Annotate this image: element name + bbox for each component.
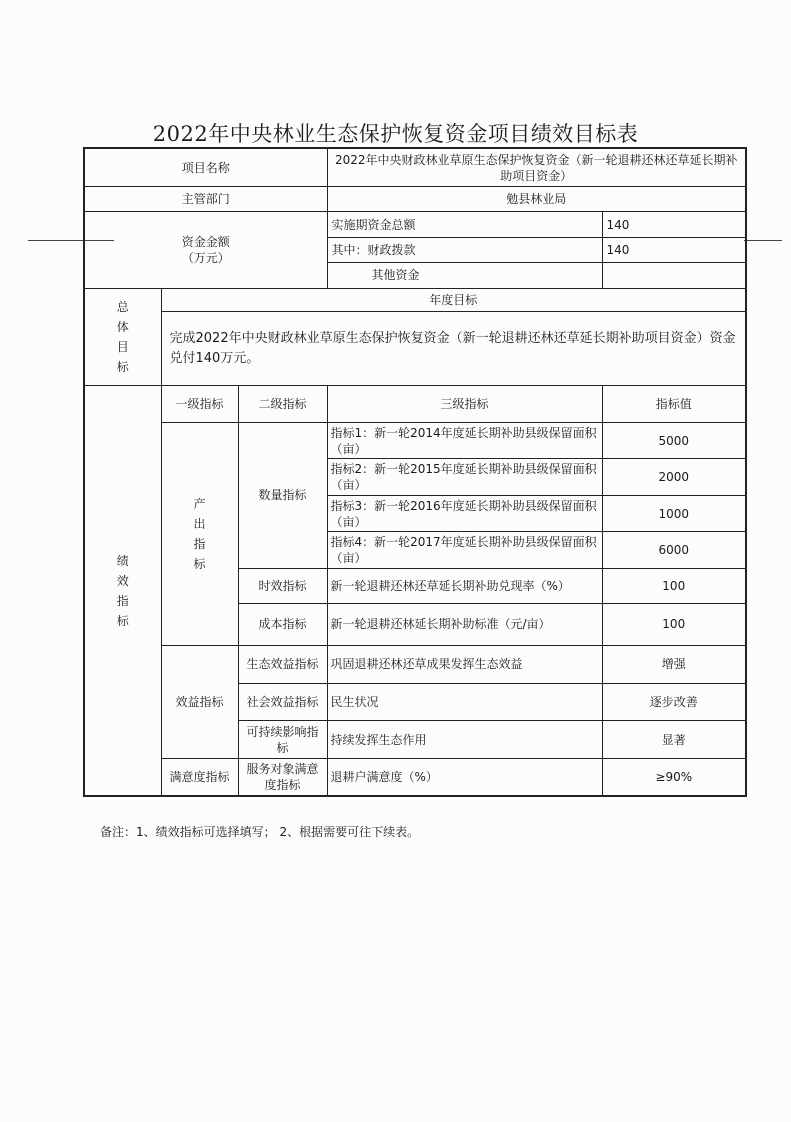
- quantity-row-text: 指标3：新一轮2016年度延长期补助县级保留面积（亩）: [327, 495, 602, 532]
- overall-label-char: 总: [116, 299, 129, 314]
- overall-target-label: [84, 288, 161, 386]
- quantity-indicator-label: 数量指标: [238, 422, 327, 568]
- header-value: 指标值: [602, 386, 746, 423]
- project-name-value: 2022年中央财政林业草原生态保护恢复资金（新一轮退耕还林还草延长期补助项目资金）: [327, 148, 746, 187]
- cost-indicator-label: 成本指标: [238, 603, 327, 646]
- overall-label-char: 目: [116, 339, 129, 354]
- dept-label: 主管部门: [84, 187, 327, 212]
- page-title: 2022年中央林业生态保护恢复资金项目绩效目标表: [152, 122, 639, 146]
- cost-value: 100: [602, 603, 746, 646]
- benefit-sub-label: 生态效益指标: [238, 646, 327, 684]
- quantity-row-value: 6000: [602, 532, 746, 569]
- benefit-indicator-label: 效益指标: [161, 646, 238, 759]
- performance-indicator-label: [84, 386, 161, 796]
- output-label-char: 标: [193, 556, 206, 571]
- output-label-char: 指: [193, 536, 206, 551]
- scan-artifact-line: [744, 240, 782, 241]
- quantity-row-text: 指标4：新一轮2017年度延长期补助县级保留面积（亩）: [327, 532, 602, 569]
- perf-label-char: 指: [116, 593, 129, 608]
- funds-label-line2: （万元）: [181, 251, 230, 266]
- benefit-text: 持续发挥生态作用: [327, 721, 602, 759]
- header-level3: 三级指标: [327, 386, 602, 423]
- satisfaction-value: ≥90%: [602, 758, 746, 796]
- satisfaction-indicator-label: 满意度指标: [161, 758, 238, 796]
- header-level2: 二级指标: [238, 386, 327, 423]
- perf-label-char: 效: [116, 573, 129, 588]
- benefit-text: 民生状况: [327, 683, 602, 721]
- benefit-text: 巩固退耕还林还草成果发挥生态效益: [327, 646, 602, 684]
- timeliness-text: 新一轮退耕还林还草延长期补助兑现率（%）: [327, 568, 602, 603]
- funds-row-label: 其他资金: [327, 263, 602, 288]
- header-level1: 一级指标: [161, 386, 238, 423]
- output-indicator-label: [161, 422, 238, 645]
- footnote: 备注：1、绩效指标可选择填写； 2、根据需要可往下续表。: [100, 825, 420, 839]
- quantity-row-text: 指标2：新一轮2015年度延长期补助县级保留面积（亩）: [327, 459, 602, 496]
- timeliness-indicator-label: 时效指标: [238, 568, 327, 603]
- project-name-label: 项目名称: [84, 148, 327, 187]
- funds-row-value: [602, 263, 746, 288]
- benefit-sub-label: 社会效益指标: [238, 683, 327, 721]
- overall-label-char: 标: [116, 359, 129, 374]
- satisfaction-text: 退耕户满意度（%）: [327, 758, 602, 796]
- annual-target-text: 完成2022年中央财政林业草原生态保护恢复资金（新一轮退耕还林还草延长期补助项目资金）资金兑付140万元。: [161, 312, 746, 386]
- output-label-char: 产: [193, 496, 206, 511]
- funds-label: [84, 212, 327, 288]
- overall-label-char: 体: [116, 319, 129, 334]
- perf-label-char: 绩: [116, 553, 129, 568]
- funds-row-value: 140: [602, 237, 746, 262]
- quantity-row-value: 2000: [602, 459, 746, 496]
- annual-target-header: 年度目标: [161, 288, 746, 311]
- funds-row-label: 实施期资金总额: [327, 212, 602, 237]
- dept-value: 勉县林业局: [327, 187, 746, 212]
- benefit-sub-label: 可持续影响指标: [238, 721, 327, 759]
- performance-target-table: [83, 147, 747, 797]
- quantity-row-text: 指标1：新一轮2014年度延长期补助县级保留面积（亩）: [327, 422, 602, 459]
- benefit-value: 显著: [602, 721, 746, 759]
- funds-row-value: 140: [602, 212, 746, 237]
- benefit-value: 增强: [602, 646, 746, 684]
- funds-row-label: 其中：财政拨款: [327, 237, 602, 262]
- funds-label-line1: 资金金额: [181, 235, 230, 250]
- cost-text: 新一轮退耕还林延长期补助标准（元/亩）: [327, 603, 602, 646]
- output-label-char: 出: [193, 516, 206, 531]
- perf-label-char: 标: [116, 613, 129, 628]
- quantity-row-value: 5000: [602, 422, 746, 459]
- satisfaction-sub-label: 服务对象满意度指标: [238, 758, 327, 796]
- timeliness-value: 100: [602, 568, 746, 603]
- benefit-value: 逐步改善: [602, 683, 746, 721]
- quantity-row-value: 1000: [602, 495, 746, 532]
